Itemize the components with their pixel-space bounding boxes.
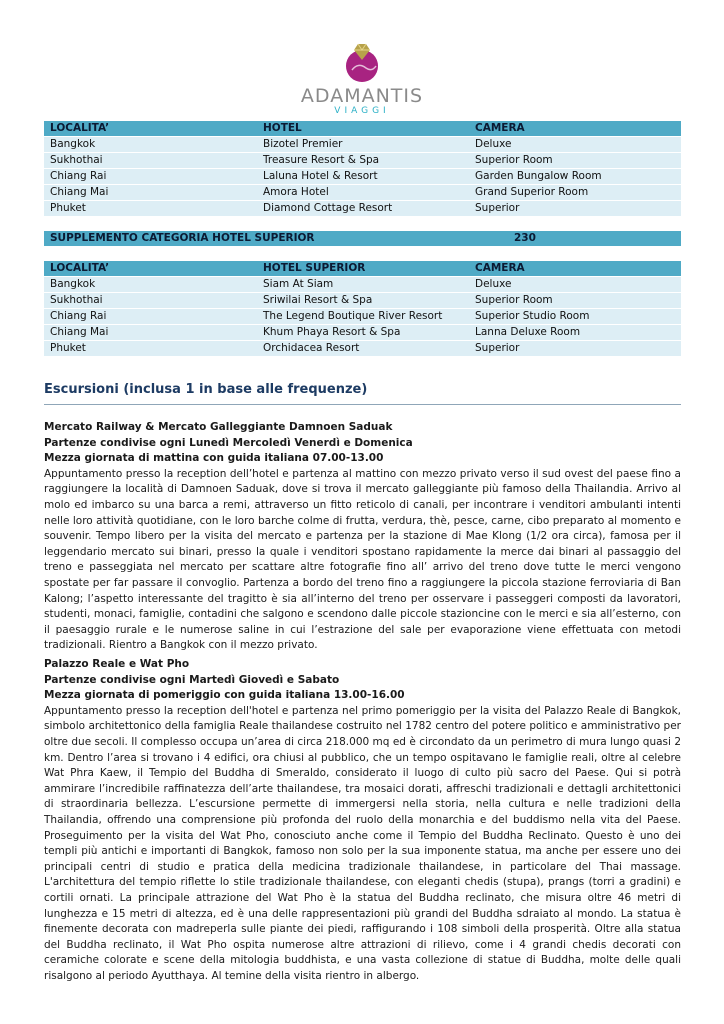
cell-camera: Superior Studio Room [469,309,681,325]
cell-localita: Chiang Mai [44,325,257,341]
column-header-hotel-superior: HOTEL SUPERIOR [257,261,469,277]
excursion-description: Appuntamento presso la reception dell'hotel e partenza nel primo pomeriggio per la visita del Palazzo Reale di Bangkok, simbolo architettonico della famiglia Reale thailandese costruito nel 1782 centro del potere politico e amministrativo per oltre due secoli. Il complesso occupa un’area di circa 218.000 mq ed è circondato da un perimetro di mura lungo quasi 2 km. Dentro l’area si trovano i 4 edifici, ora chiusi al pubblico, che un tempo ospitavano le famiglie reali, oltre al celebre Wat Phra Kaew, il Tempio del Buddha di Smeraldo, considerato il luogo di culto più sacro del Paese. Qui si potrà ammirare l’incredibile raffinatezza dell’arte thailandese, tra mosaici dorati, affreschi tradizionali e dettagli architettonici di straordinaria bellezza. L’escursione permette di immergersi nella storia, nella cultura e nelle tradizioni della Thailandia, offrendo una comprensione più profonda del ruolo della monarchia e del buddismo nella vita del Paese. Proseguimento per la visita del Wat Pho, conosciuto anche come il Tempio del Buddha Reclinato. Questo è uno dei templi più antichi e importanti di Bangkok, famoso non solo per la sua imponente statua, ma anche per essere uno dei principali centri di studio e pratica della medicina tradizionale thailandese, in particolare del Thai massage. L'architettura del tempio riflette lo stile tradizionale thailandese, con eleganti chedis (stupa), prangs (torri a gradini) e cortili ornati. La principale attrazione del Wat Pho è la statua del Buddha reclinato, che misura oltre 46 metri di lunghezza e 15 metri di altezza, ed è una delle rappresentazioni più grandi del Buddha sdraiato al mondo. La statua è finemente decorata con madreperla sulle piante dei piedi, raffigurando i 108 simboli della prosperità. Oltre alla statua del Buddha reclinato, il Wat Pho ospita numerose altre attrazioni di rilievo, come i 4 grandi chedis decorati con ceramiche colorate e scene della mitologia buddhista, e una vasta collezione di statue di Buddha, molte delle quali risalgono al periodo Ayutthaya. Al temine della visita rientro in albergo. [44,704,681,982]
excursion-palazzo-reale [44,657,681,984]
cell-localita: Chiang Rai [44,169,257,185]
cell-camera: Lanna Deluxe Room [469,325,681,341]
cell-localita: Sukhothai [44,153,257,169]
column-header-camera: CAMERA [469,121,681,137]
cell-localita: Phuket [44,201,257,217]
cell-camera: Superior Room [469,293,681,309]
cell-camera: Deluxe [469,137,681,153]
table-header-row [44,121,681,137]
excursion-time: Mezza giornata di mattina con guida italiana 07.00-13.00 [44,452,384,465]
cell-localita: Bangkok [44,277,257,293]
cell-camera: Superior Room [469,153,681,169]
cell-localita: Bangkok [44,137,257,153]
table-row [44,309,681,325]
cell-localita: Sukhothai [44,293,257,309]
cell-camera: Grand Superior Room [469,185,681,201]
table-row [44,153,681,169]
column-header-camera: CAMERA [469,261,681,277]
cell-camera: Superior [469,201,681,217]
table-header-row [44,261,681,277]
excursion-days: Partenze condivise ogni Lunedì Mercoledì Venerdì e Domenica [44,436,413,449]
table-row [44,201,681,217]
column-header-localita: LOCALITA’ [44,121,257,137]
column-header-hotel: HOTEL [257,121,469,137]
cell-hotel: Siam At Siam [257,277,469,293]
cell-hotel: Orchidacea Resort [257,341,469,357]
excursion-title: Mercato Railway & Mercato Galleggiante Damnoen Saduak [44,421,393,433]
cell-hotel: Khum Phaya Resort & Spa [257,325,469,341]
cell-hotel: The Legend Boutique River Resort [257,309,469,325]
supplement-label: SUPPLEMENTO CATEGORIA HOTEL SUPERIOR [50,232,315,244]
section-divider [44,404,681,405]
excursion-days: Partenze condivise ogni Martedì Giovedì e Sabato [44,673,340,686]
cell-hotel: Treasure Resort & Spa [257,153,469,169]
cell-camera: Deluxe [469,277,681,293]
cell-localita: Phuket [44,341,257,357]
excursions-title: Escursioni (inclusa 1 in base alle frequenze) [44,382,368,397]
table-row [44,137,681,153]
table-row [44,277,681,293]
diamond-logo-icon [338,40,386,84]
cell-camera: Garden Bungalow Room [469,169,681,185]
cell-hotel: Diamond Cottage Resort [257,201,469,217]
cell-hotel: Bizotel Premier [257,137,469,153]
supplement-value: 230 [514,232,536,244]
cell-hotel: Sriwilai Resort & Spa [257,293,469,309]
cell-camera: Superior [469,341,681,357]
column-header-localita: LOCALITA’ [44,261,257,277]
logo-name: ADAMANTIS [300,85,424,107]
excursion-title: Palazzo Reale e Wat Pho [44,658,190,670]
excursion-time: Mezza giornata di pomeriggio con guida italiana 13.00-16.00 [44,689,405,702]
table-row [44,293,681,309]
table-row [44,169,681,185]
logo [0,40,724,116]
cell-localita: Chiang Mai [44,185,257,201]
cell-hotel: Laluna Hotel & Resort [257,169,469,185]
logo-subtitle: VIAGGI [334,106,390,116]
table-row [44,341,681,357]
supplement-bar [44,231,681,246]
cell-hotel: Amora Hotel [257,185,469,201]
excursion-mercato [44,420,681,654]
hotel-table-superior [44,261,681,356]
excursion-description: Appuntamento presso la reception dell’hotel e partenza al mattino con mezzo privato verso il sud ovest del paese fino a raggiungere la località di Damnoen Saduak, dove si trova il mercato galleggiante più famoso della Thailandia. Arrivo al molo ed imbarco su una barca a remi, attraverso un fitto reticolo di canali, per incontrare i venditori ambulanti intenti nelle loro attività quotidiane, con le loro barche colme di frutta, verdura, thè, pesce, carne, cibo preparato al momento e souvenir. Tempo libero per la visita del mercato e partenza per la stazione di Mae Klong (1/2 ora circa), famosa per il leggendario mercato sui binari, presso la quale i venditori spostano rapidamente la merce dai binari al passaggio del treno e passeggiata nel mercato per scattare altre fotografie fino all’ arrivo del treno dove tutte le merci vengono spostate per far passare il convoglio. Partenza a bordo del treno fino a raggiungere la piccola stazione ferroviaria di Ban Kalong; l’aspetto interessante del tragitto è sia all’interno del treno per osservare i passeggeri composti da lavoratori, studenti, monaci, famiglie, contadini che salgono e scendono dalle piccole stazioncine con le merci e sia all’esterno, con il paesaggio rurale e le numerose saline in cui l’estrazione del sale per evaporazione viene effettuata con metodi tradizionali. Rientro a Bangkok con il mezzo privato. [44,467,681,652]
table-row [44,185,681,201]
hotel-table-standard [44,121,681,216]
table-row [44,325,681,341]
cell-localita: Chiang Rai [44,309,257,325]
